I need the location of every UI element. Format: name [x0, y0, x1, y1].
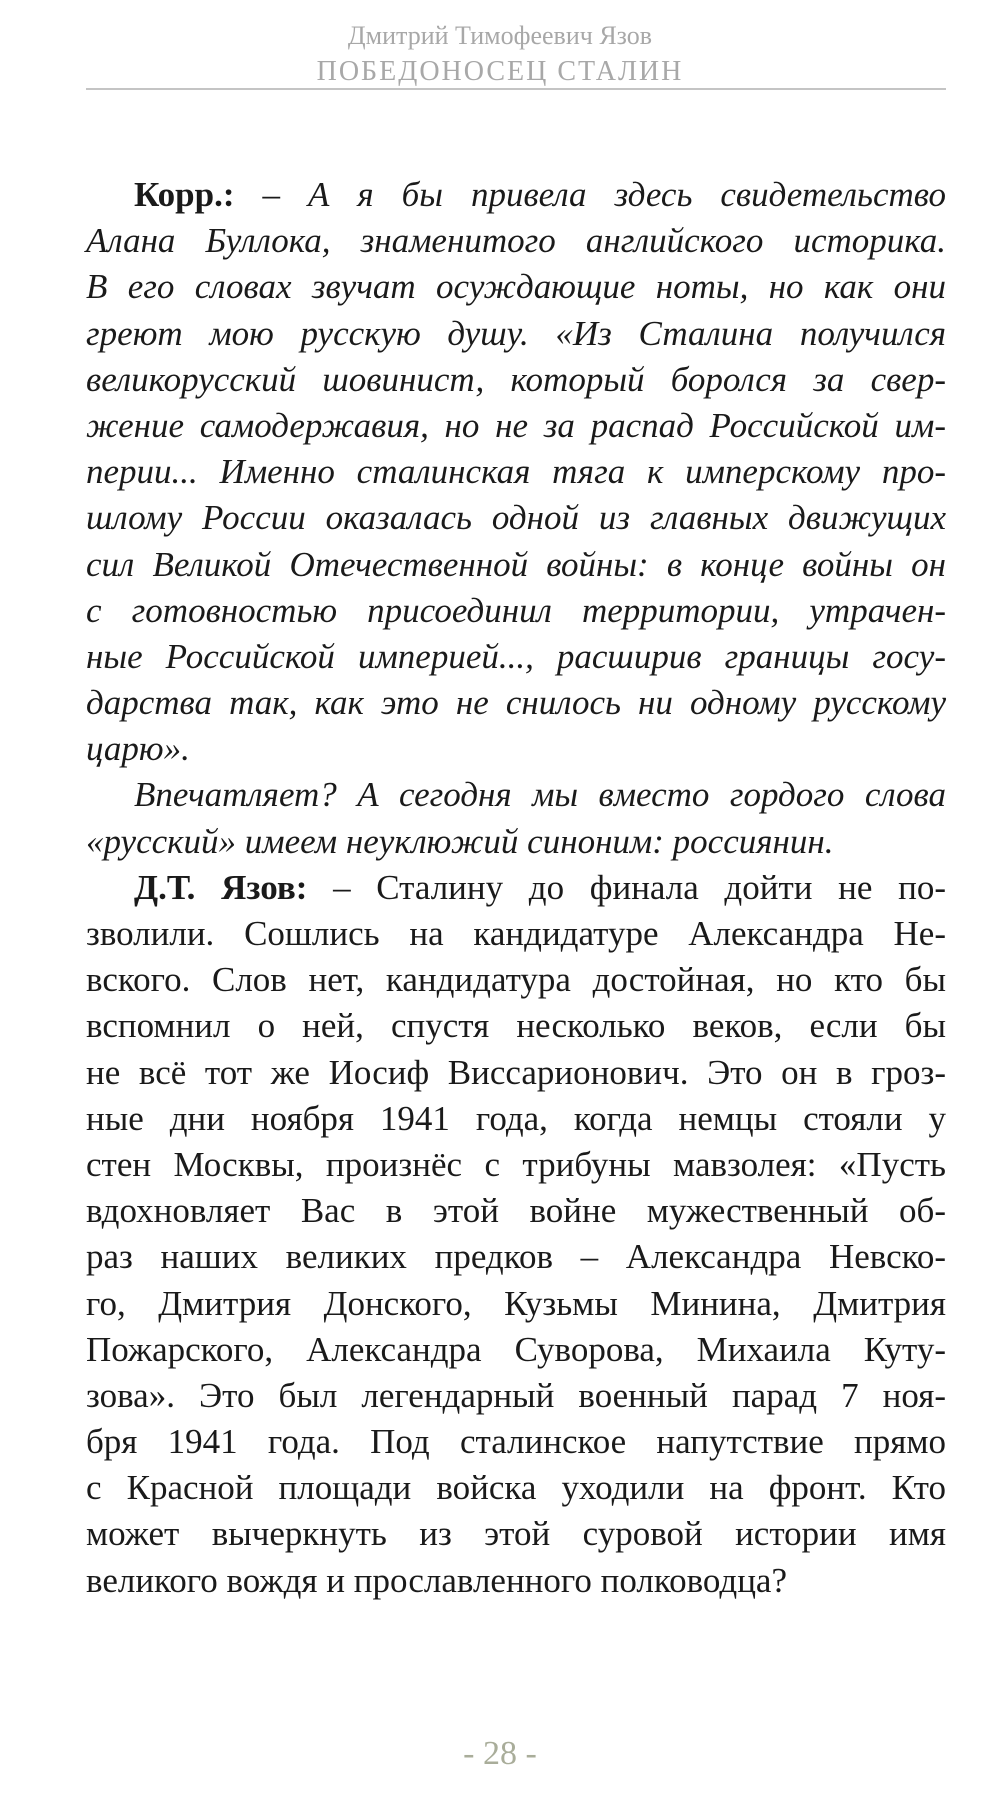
header-book-title: ПОБЕДОНОСЕЦ СТАЛИН [316, 56, 684, 87]
text-line [86, 172, 946, 218]
text-line: царю». [86, 729, 190, 769]
text-line: жение самодержавия, но не за распад Российской им- [86, 405, 946, 445]
text-line: дарства так, как это не снилось ни одному русскому [86, 683, 946, 723]
text-line: вспомнил о ней, спустя несколько веков, если бы [86, 1006, 946, 1046]
paragraph-interviewer-quote [86, 172, 946, 772]
text-line: великорусский шовинист, который боролся за свер- [86, 359, 946, 399]
text-line: Впечатляет? А сегодня мы вместо гордого слова [134, 775, 946, 815]
text-line: сил Великой Отечественной войны: в конце войны он [86, 544, 946, 584]
page-number: - 28 - [463, 1735, 537, 1772]
speaker-label: Д.Т. Язов: [134, 867, 308, 907]
text-line: го, Дмитрия Донского, Кузьмы Минина, Дмитрия [86, 1283, 946, 1323]
text-line: с готовностью присоединил территории, утрачен- [86, 590, 946, 630]
text-line: ные Российской империей..., расширив границы госу- [86, 636, 946, 676]
text-line: бря 1941 года. Под сталинское напутствие прямо [86, 1422, 946, 1462]
page-body [86, 172, 946, 1604]
text-line: «русский» имеем неуклюжий синоним: россиянин. [86, 821, 834, 861]
text-line: не всё тот же Иосиф Виссарионович. Это он в гроз- [86, 1052, 946, 1092]
header-author: Дмитрий Тимофеевич Язов [347, 21, 653, 50]
text-line: зволили. Сошлись на кандидатуре Александра Не- [86, 914, 946, 953]
line-text: – Сталину до финала дойти не по- [307, 867, 946, 907]
line-text: – А я бы привела здесь свидетельство [234, 175, 946, 214]
text-line: великого вождя и прославленного полководца? [86, 1560, 787, 1600]
running-header [0, 18, 1000, 90]
text-line: Алана Буллока, знаменитого английского историка. [86, 221, 946, 261]
text-line: стен Москвы, произнёс с трибуны мавзолея: «Пусть [86, 1144, 946, 1184]
text-line: греют мою русскую душу. «Из Сталина получился [86, 313, 946, 353]
header-divider [86, 88, 946, 90]
text-line: В его словах звучат осуждающие ноты, но как они [86, 267, 946, 307]
paragraph-interviewer-comment [86, 772, 946, 864]
text-line: зова». Это был легендарный военный парад 7 ноя- [86, 1375, 946, 1415]
text-line [86, 865, 946, 911]
text-line: может вычеркнуть из этой суровой истории имя [86, 1514, 946, 1554]
text-line: раз наших великих предков – Александра Невско- [86, 1237, 946, 1277]
text-line: шлому России оказалась одной из главных движущих [86, 498, 946, 538]
text-line: Пожарского, Александра Суворова, Михаила Куту- [86, 1329, 946, 1369]
text-line: вского. Слов нет, кандидатура достойная, но кто бы [86, 960, 946, 1000]
paragraph-yazov-answer [86, 865, 946, 1604]
text-line: ные дни ноября 1941 года, когда немцы стояли у [86, 1098, 946, 1138]
text-line: с Красной площади войска уходили на фронт. Кто [86, 1468, 946, 1508]
speaker-label: Корр.: [134, 175, 235, 214]
text-line: перии... Именно сталинская тяга к имперскому про- [86, 452, 946, 492]
text-line: вдохновляет Вас в этой войне мужественный об- [86, 1191, 946, 1231]
